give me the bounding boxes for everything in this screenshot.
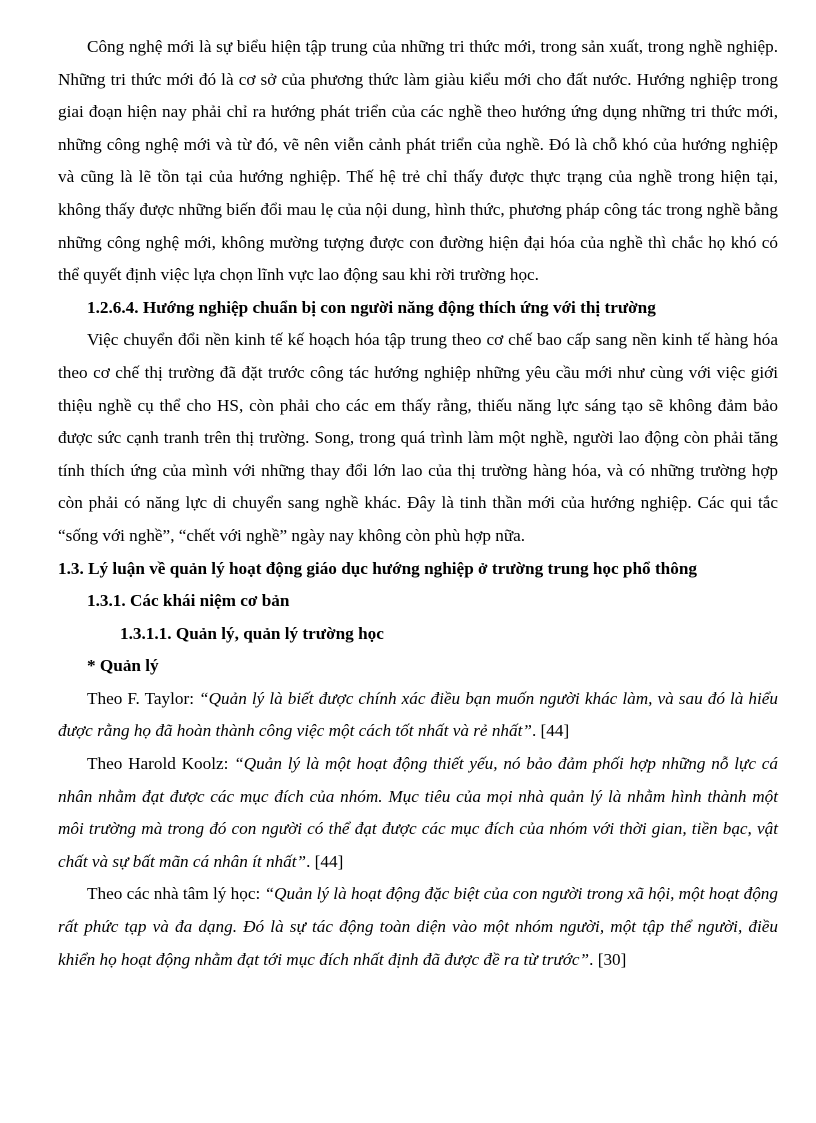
taylor-quote: “Quản lý là biết được chính xác điều bạn muốn người khác làm, và sau đó là hiểu được rằng họ đã hoàn thành công việc một cách tốt nhất và rẻ nhất”: [58, 688, 778, 741]
paragraph-taylor-quote: [58, 683, 778, 748]
psychologists-lead: Theo các nhà tâm lý học:: [87, 884, 265, 904]
taylor-reference: . [44]: [531, 721, 570, 741]
paragraph-psychologists-quote: [58, 878, 778, 976]
heading-1-3-1: 1.3.1. Các khái niệm cơ bản: [87, 591, 290, 611]
psychologists-reference: . [30]: [589, 949, 627, 969]
taylor-lead: Theo F. Taylor:: [87, 688, 200, 708]
koolz-quote: “Quản lý là một hoạt động thiết yếu, nó bảo đảm phối hợp những nỗ lực cá nhân nhằm đạt được các mục đích của nhóm. Mục tiêu của mọi nhà quản lý là nhằm hình thành một môi trường mà trong đó con người có thể đạt được các mục đích của nhóm với thời gian, tiền bạc, vật chất và sự bất mãn cá nhân ít nhất”: [58, 754, 779, 871]
document-page: [58, 31, 778, 976]
paragraph-new-technology: Công nghệ mới là sự biểu hiện tập trung của những tri thức mới, trong sản xuất, trong nghề nghiệp. Những tri thức mới đó là cơ sở của phương thức làm giàu kiểu mới cho đất nước. Hướng nghiệp trong giai đoạn hiện nay phải chỉ ra hướng phát triển của các nghề theo hướng ứng dụng những tri thức mới, những công nghệ mới và từ đó, vẽ nên viễn cảnh phát triển của nghề. Đó là chỗ khó của hướng nghiệp và cũng là lẽ tồn tại của hướng nghiệp. Thế hệ trẻ chỉ thấy được thực trạng của nghề trong hiện tại, không thấy được những biến đổi mau lẹ của nội dung, hình thức, phương pháp công tác trong nghề bằng những công nghệ mới, không mường tượng được con đường hiện đại hóa của nghề thì chắc họ khó có thể quyết định việc lựa chọn lĩnh vực lao động sau khi rời trường học.: [58, 37, 778, 285]
heading-1-3-1-1: 1.3.1.1. Quản lý, quản lý trường học: [120, 623, 384, 643]
heading-1-3: 1.3. Lý luận về quản lý hoạt động giáo dục hướng nghiệp ở trường trung học phổ thông: [58, 558, 697, 578]
koolz-reference: . [44]: [306, 851, 344, 871]
paragraph-koolz-quote: [58, 748, 778, 878]
heading-1-2-6-4: 1.2.6.4. Hướng nghiệp chuẩn bị con người năng động thích ứng với thị trường: [87, 297, 656, 317]
paragraph-market-economy: Việc chuyển đổi nền kinh tế kế hoạch hóa tập trung theo cơ chế bao cấp sang nền kinh tế hàng hóa theo cơ chế thị trường đã đặt trước công tác hướng nghiệp những yêu cầu mới như cùng với việc giới thiệu nghề cụ thể cho HS, còn phải cho các em thấy rằng, thiếu năng lực sáng tạo sẽ không đảm bảo được sức cạnh tranh trên thị trường. Song, trong quá trình làm một nghề, người lao động còn phải tăng tính thích ứng của mình với những thay đổi lớn lao của thị trường hàng hóa, và có những trường hợp còn phải có năng lực di chuyển sang nghề khác. Đây là tinh thần mới của hướng nghiệp. Các qui tắc “sống với nghề”, “chết với nghề” ngày nay không còn phù hợp nữa.: [58, 330, 778, 545]
heading-quan-ly: * Quản lý: [87, 656, 159, 676]
koolz-lead: Theo Harold Koolz:: [87, 754, 235, 774]
psychologists-quote: “Quản lý là hoạt động đặc biệt của con người trong xã hội, một hoạt động rất phức tạp và đa dạng. Đó là sự tác động toàn diện vào một nhóm người, một tập thể người, điều khiển họ hoạt động nhằm đạt tới mục đích nhất định đã được đề ra từ trước”: [58, 884, 778, 969]
